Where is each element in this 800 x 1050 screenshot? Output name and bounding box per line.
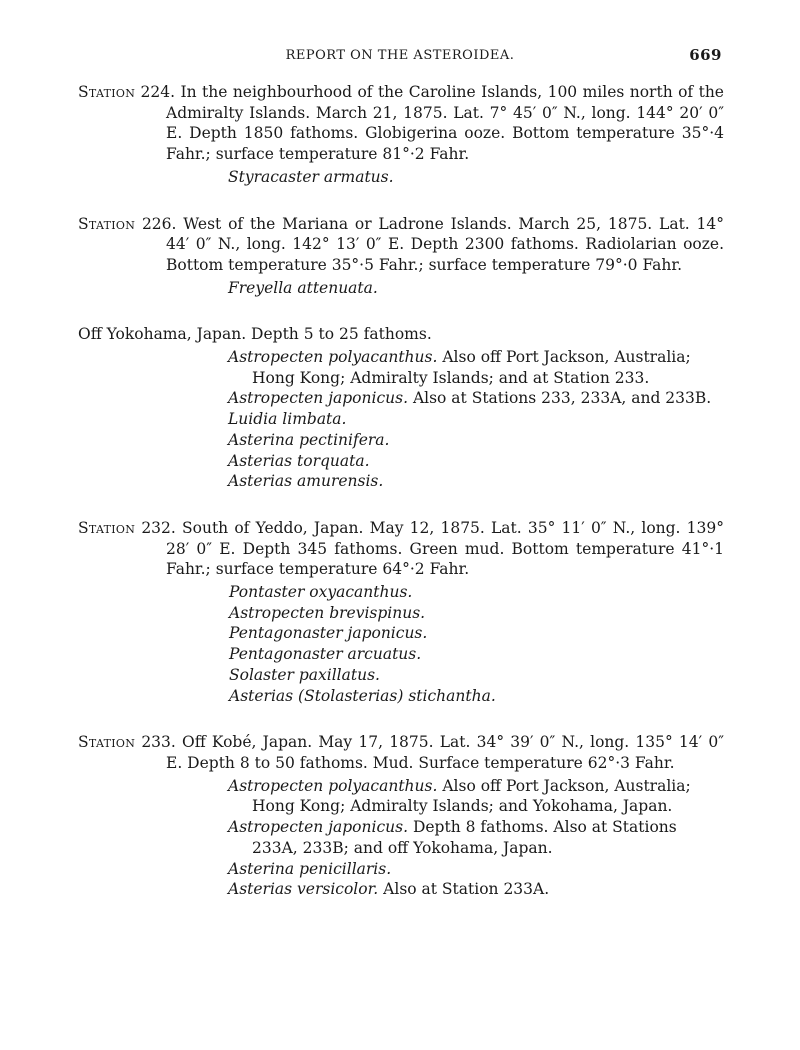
location-text: Off Yokohama, Japan. Depth 5 to 25 fathoms. <box>78 325 432 344</box>
station-label: Station <box>78 733 136 752</box>
species-name: Asterina pectinifera. <box>228 430 390 449</box>
species-item <box>78 582 724 603</box>
species-item <box>78 603 724 624</box>
species-name: Asterina penicillaris. <box>228 859 392 878</box>
station-label: Station <box>78 214 136 233</box>
station-entry <box>78 518 724 706</box>
species-name: Styracaster armatus. <box>228 167 394 186</box>
species-list <box>78 167 724 188</box>
station-location <box>78 732 724 773</box>
species-name: Astropecten polyacanthus. <box>228 348 438 367</box>
species-item <box>78 817 724 858</box>
station-entry <box>78 214 724 299</box>
station-list <box>78 82 724 926</box>
station-location <box>78 518 724 580</box>
species-item <box>78 347 724 388</box>
species-note: Also off Port Jackson, Australia; Hong Kong; Admiralty Islands; and at Station 233. <box>252 348 691 387</box>
species-item <box>78 859 724 880</box>
station-number: 224. <box>140 83 176 101</box>
species-name: Asterias amurensis. <box>228 472 384 491</box>
running-title: REPORT ON THE ASTEROIDEA. <box>285 48 515 63</box>
station-location <box>78 324 724 345</box>
station-location <box>78 82 724 165</box>
species-item <box>78 167 724 188</box>
species-item <box>78 278 724 299</box>
species-item <box>78 388 724 409</box>
species-name: Pentagonaster arcuatus. <box>229 645 422 664</box>
species-item <box>78 623 724 644</box>
species-name: Solaster paxillatus. <box>229 665 380 684</box>
page-header <box>0 46 800 68</box>
species-name: Luidia limbata. <box>228 410 347 429</box>
species-item <box>78 644 724 665</box>
species-name: Pontaster oxyacanthus. <box>229 583 413 602</box>
species-item <box>78 430 724 451</box>
species-list <box>78 347 724 492</box>
species-name: Asterias versicolor. <box>228 880 379 899</box>
station-entry <box>78 82 724 188</box>
station-number: 233. <box>141 733 176 752</box>
species-item <box>78 776 724 817</box>
page-number: 669 <box>689 46 722 64</box>
species-item <box>78 665 724 686</box>
station-entry <box>78 732 724 900</box>
species-list <box>78 278 724 299</box>
species-item <box>78 686 724 707</box>
species-name: Asterias (Stolasterias) stichantha. <box>229 686 496 705</box>
station-label: Station <box>78 83 136 101</box>
species-name: Astropecten polyacanthus. <box>228 776 438 795</box>
species-item <box>78 451 724 472</box>
species-item <box>78 471 724 492</box>
location-text: Off Kobé, Japan. May 17, 1875. Lat. 34° 39′ 0″ N., long. 135° 14′ 0″ E. Depth 8 to 50 fathoms. Mud. Surface temperature 62°·3 Fahr. <box>166 733 724 772</box>
station-number: 232. <box>141 518 176 537</box>
species-note: Also off Port Jackson, Australia; Hong Kong; Admiralty Islands; and Yokohama, Japan. <box>252 776 691 816</box>
location-text: In the neighbourhood of the Caroline Islands, 100 miles north of the Admiralty Islands. March 21, 1875. Lat. 7° 45′ 0″ N., long. 144° 20′ 0″ E. Depth 1850 fathoms. Globigerina ooze. Bottom temperature 35°·4 Fahr.; surface temperature 81°·2 Fahr. <box>166 83 724 164</box>
species-name: Asterias torquata. <box>228 451 370 470</box>
species-name: Freyella attenuata. <box>228 278 378 297</box>
species-list <box>78 582 724 706</box>
station-number: 226. <box>141 214 177 233</box>
station-location <box>78 214 724 276</box>
location-text: South of Yeddo, Japan. May 12, 1875. Lat. 35° 11′ 0″ N., long. 139° 28′ 0″ E. Depth 345 fathoms. Green mud. Bottom temperature 41°·1 Fahr.; surface temperature 64°·2 Fahr. <box>166 518 724 579</box>
station-entry <box>78 324 724 492</box>
species-name: Astropecten japonicus. <box>228 818 408 837</box>
species-list <box>78 776 724 900</box>
species-item <box>78 409 724 430</box>
species-note: Also at Stations 233, 233A, and 233B. <box>412 389 712 408</box>
location-text: West of the Mariana or Ladrone Islands. March 25, 1875. Lat. 14° 44′ 0″ N., long. 142° 13′ 0″ E. Depth 2300 fathoms. Radiolarian ooze. Bottom temperature 35°·5 Fahr.; surface temperature 79°·0 Fahr. <box>166 214 724 274</box>
species-name: Pentagonaster japonicus. <box>229 624 428 643</box>
station-label: Station <box>78 518 136 537</box>
species-note: Depth 8 fathoms. Also at Stations 233A, 233B; and off Yokohama, Japan. <box>252 818 677 857</box>
species-note: Also at Station 233A. <box>383 880 550 899</box>
species-item <box>78 879 724 900</box>
species-name: Astropecten brevispinus. <box>229 603 426 622</box>
species-name: Astropecten japonicus. <box>228 389 408 408</box>
